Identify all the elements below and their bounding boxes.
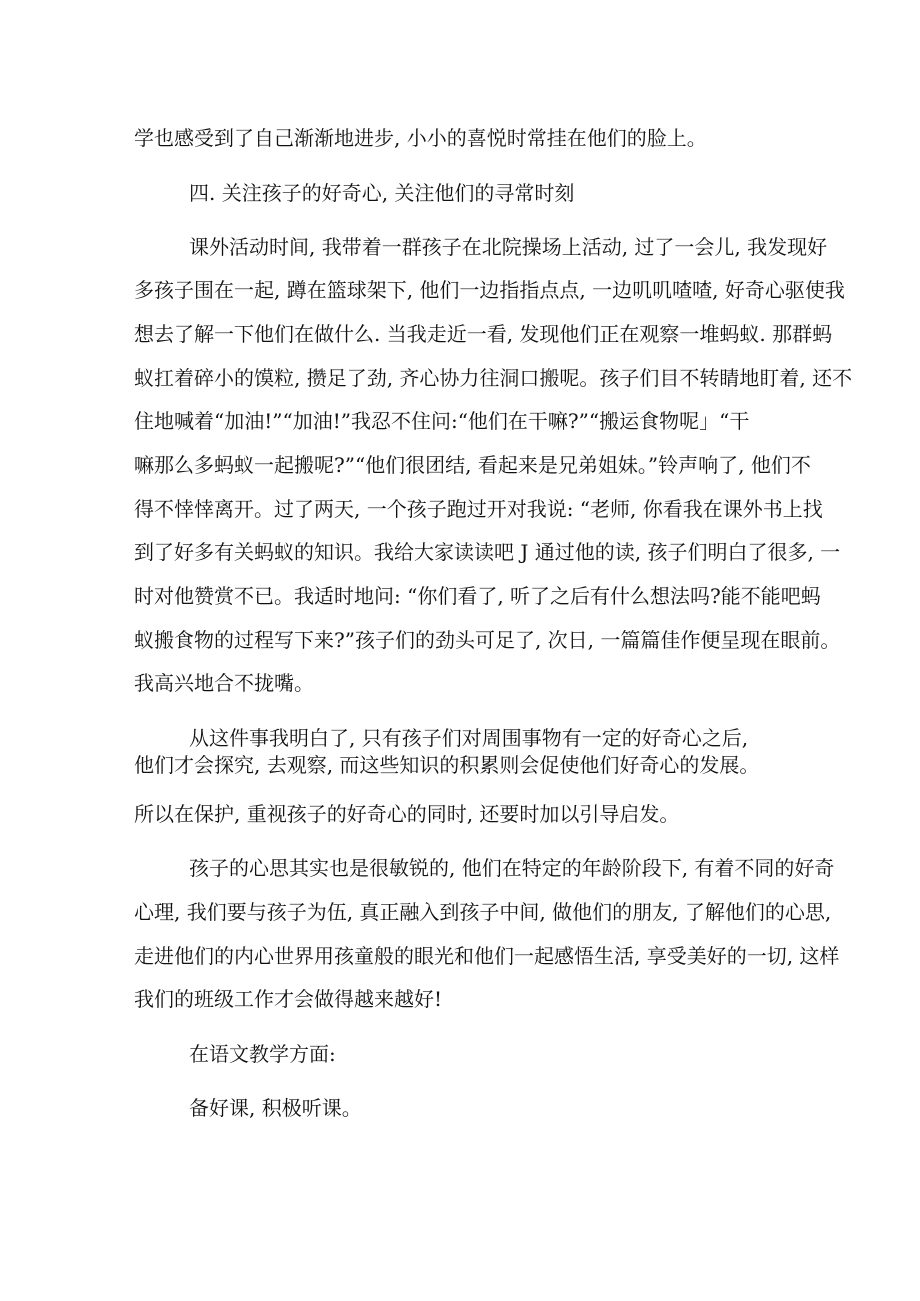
paragraph-line: 时对他赞赏不已。我适时地问: “你们看了, 听了之后有什么想法吗?能不能吧蚂 [134, 584, 821, 608]
paragraph-line: 得不悻悻离开。过了两天, 一个孩子跑过开对我说: “老师, 你看我在课外书上找 [134, 497, 823, 521]
paragraph-line: 蚁搬食物的过程写下来?”孩子们的劲头可足了, 次日, 一篇篇佳作便呈现在眼前。 [134, 628, 841, 652]
paragraph-line: 到了好多有关蚂蚁的知识。我给大家读读吧 J 通过他的读, 孩子们明白了很多, 一 [134, 540, 841, 564]
paragraph-line: 学也感受到了自己渐渐地进步, 小小的喜悦时常挂在他们的脸上。 [134, 126, 707, 150]
paragraph-line: 嘛那么多蚂蚁一起搬呢?”“他们很团结, 看起来是兄弟姐妹。”铃声响了, 他们不 [134, 453, 811, 477]
paragraph-line: 我高兴地合不拢嘴。 [134, 671, 314, 695]
paragraph-line: 他们才会探究, 去观察, 而这些知识的积累则会促使他们好奇心的发展。 [134, 753, 760, 777]
paragraph-line: 想去了解一下他们在做什么. 当我走近一看, 发现他们正在观察一堆蚂蚁. 那群蚂 [134, 322, 833, 346]
paragraph-line: 所以在保护, 重视孩子的好奇心的同时, 还要时加以引导启发。 [134, 802, 680, 826]
paragraph-line: 住地喊着“加油!”“加油!”我忍不住问:“他们在干嘛?”“搬运食物呢」“干 [134, 409, 750, 433]
paragraph-line: 多孩子围在一起, 蹲在篮球架下, 他们一边指指点点, 一边叽叽喳喳, 好奇心驱使我 [134, 278, 845, 302]
section-heading: 四. 关注孩子的好奇心, 关注他们的寻常时刻 [189, 181, 575, 205]
paragraph-line: 在语文教学方面: [189, 1042, 336, 1066]
paragraph-line: 心理, 我们要与孩子为伍, 真正融入到孩子中间, 做他们的朋友, 了解他们的心思, [134, 900, 832, 924]
paragraph-line: 走进他们的内心世界用孩童般的眼光和他们一起感悟生活, 享受美好的一切, 这样 [134, 944, 840, 968]
paragraph-line: 我们的班级工作才会做得越来越好! [134, 987, 443, 1011]
paragraph-line: 蚁扛着碎小的馍粒, 攒足了劲, 齐心协力往洞口搬呢。孩子们目不转睛地盯着, 还不 [134, 366, 853, 390]
paragraph-line: 从这件事我明白了, 只有孩子们对周围事物有一定的好奇心之后, [189, 726, 749, 750]
paragraph-line: 孩子的心思其实也是很敏锐的, 他们在特定的年龄阶段下, 有着不同的好奇 [189, 856, 835, 880]
paragraph-line: 课外活动时间, 我带着一群孩子在北院操场上活动, 过了一会儿, 我发现好 [189, 235, 828, 259]
paragraph-line: 备好课, 积极听课。 [189, 1096, 362, 1120]
